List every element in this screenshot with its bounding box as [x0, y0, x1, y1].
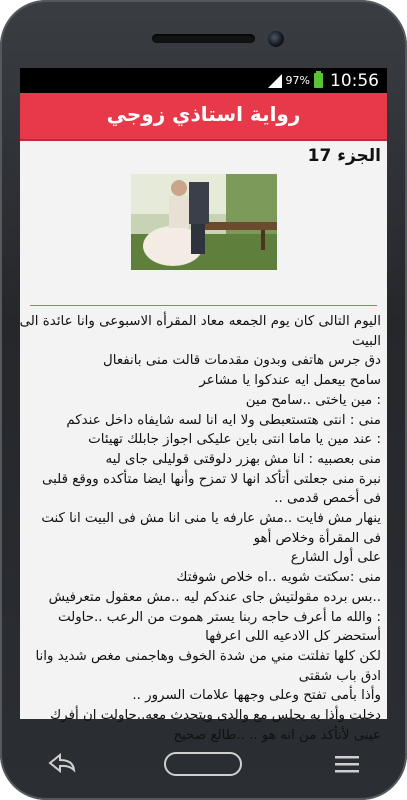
home-icon[interactable]: [163, 749, 243, 779]
story-line: دق جرس هاتفى وبدون مقدمات قالت منى بانفعال: [103, 353, 381, 369]
menu-icon[interactable]: [325, 749, 369, 779]
screen: [19, 68, 387, 743]
story-line: ..بس برده مقولتيش جاى عندكم ليه ..مش معقول متعرفيش: [48, 589, 381, 605]
story-text: [19, 312, 381, 745]
chapter-heading: الجزء 17: [307, 146, 381, 166]
story-line: منى : انتى هتستعبطى ولا ايه انا لسه شايفاه داخل عندكم: [66, 412, 381, 428]
chapter-photo: [131, 174, 277, 270]
story-line: البيت: [351, 333, 381, 349]
story-line: أستحضر كل الادعيه اللى اعرفها: [205, 629, 381, 645]
app-bar: [20, 93, 387, 141]
status-icons: [268, 68, 379, 93]
earpiece-speaker: [152, 34, 255, 43]
story-line: دخلت وأذا به يجلس مع والدى ويتحدث معه..حاولت ان أفرك: [50, 708, 381, 724]
status-bar: [20, 68, 387, 93]
story-line: منى بعصبيه : انا مش بهزر دلوقتى قوليلى جاى ليه: [105, 451, 381, 467]
story-line: على أول الشارع: [290, 550, 381, 566]
story-line: سامح بيعمل ايه عندكوا يا مشاعر: [199, 373, 381, 389]
story-line: : والله ما أعرف حاجه ربنا يستر هموت من الرعب ..حاولت: [57, 609, 381, 625]
story-line: وأذا بأمى تفتح وعلى وجهها علامات السرور ..: [132, 688, 381, 704]
divider: [30, 305, 377, 306]
signal-icon: [268, 74, 282, 88]
battery-percent: 97%: [285, 74, 310, 87]
story-line: اليوم التالى كان يوم الجمعه معاد المقرأه الاسبوعى وانا عائدة الى: [19, 314, 381, 329]
clock: 10:56: [330, 70, 379, 91]
story-line: عينى لأتأكد من انه هو .. ..طالع صحيح: [173, 727, 381, 743]
story-line: ادق باب شقتى: [298, 668, 381, 684]
story-line: فى المقرأة وخلاص أهو: [253, 530, 381, 546]
front-camera: [268, 31, 284, 47]
battery-icon: [314, 73, 323, 88]
story-line: ينهار مش فايت ..مش عارفه يا منى انا مش فى البيت انا كنت: [41, 511, 381, 527]
story-line: منى :سكتت شويه ..اه خلاص شوفتك: [176, 570, 381, 586]
story-line: لكن كلها تفلتت مني من شدة الخوف وهاجمنى مغص شديد وانا: [35, 648, 381, 664]
hardware-navigation-bar: [0, 719, 407, 800]
story-line: فى أخمص قدمى ..: [274, 491, 381, 507]
back-icon[interactable]: [40, 749, 84, 779]
story-line: : عند مين يا ماما انتى باين عليكى اجواز جابلك تهيئات: [88, 432, 381, 448]
chapter-content[interactable]: [19, 141, 387, 743]
story-line: : مين ياختى ..سامح مين: [245, 392, 381, 408]
story-line: نبرة منى جعلتى أتأكد انها لا تمزح وأنها ايضا متأكده ووقع قلبى: [41, 471, 381, 487]
app-title: رواية استاذي زوجي: [106, 102, 301, 126]
